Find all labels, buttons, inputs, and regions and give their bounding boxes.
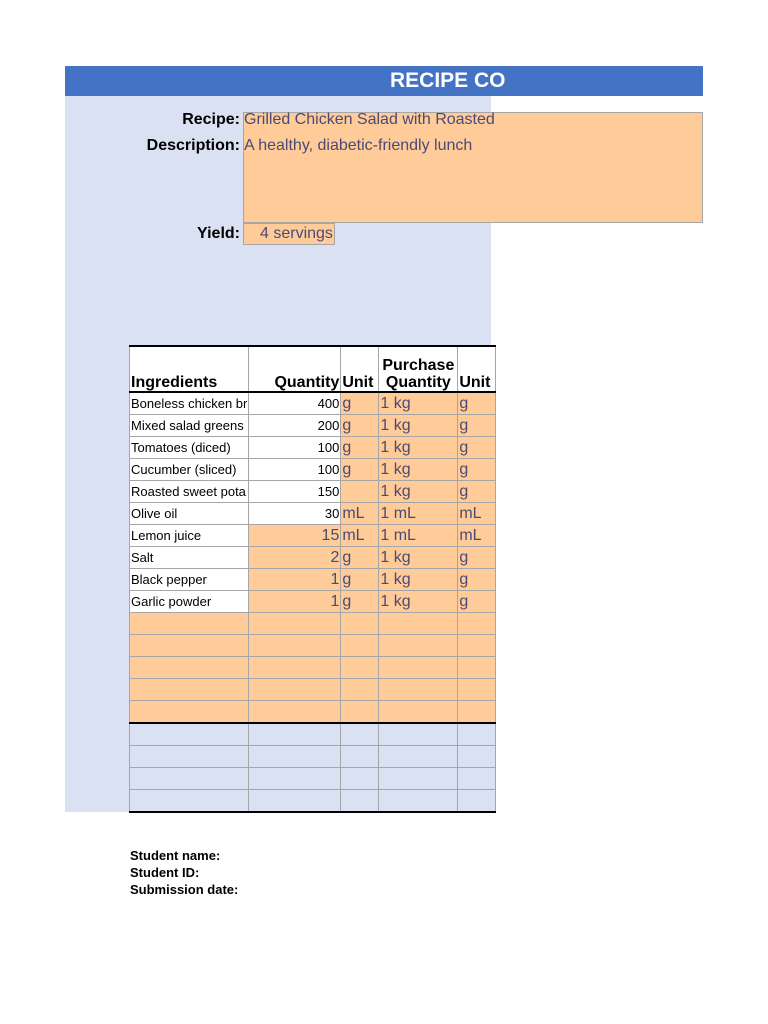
purchase-quantity-cell[interactable]: 1 kg (379, 481, 458, 503)
empty-cell[interactable] (249, 613, 341, 635)
recipe-label: Recipe: (182, 111, 240, 128)
header-purchase-line1: Purchase (382, 357, 455, 374)
student-name-label: Student name: (130, 848, 221, 863)
purchase-unit-cell[interactable]: mL (458, 503, 496, 525)
ingredient-cell[interactable]: Garlic powder (130, 591, 249, 613)
summary-cell (249, 723, 341, 746)
purchase-unit-cell[interactable]: g (458, 392, 496, 415)
table-row (130, 569, 496, 591)
quantity-cell[interactable]: 1 (249, 591, 341, 613)
table-row (130, 415, 496, 437)
empty-cell[interactable] (379, 701, 458, 724)
table-row (130, 459, 496, 481)
unit-cell[interactable] (341, 481, 379, 503)
table-header-row (130, 346, 496, 392)
purchase-quantity-cell[interactable]: 1 mL (379, 503, 458, 525)
empty-cell[interactable] (379, 613, 458, 635)
ingredient-cell[interactable]: Mixed salad greens (130, 415, 249, 437)
quantity-cell[interactable]: 200 (249, 415, 341, 437)
ingredient-cell[interactable]: Tomatoes (diced) (130, 437, 249, 459)
empty-cell[interactable] (379, 635, 458, 657)
empty-cell[interactable] (249, 701, 341, 724)
unit-cell[interactable]: g (341, 392, 379, 415)
table-row (130, 437, 496, 459)
purchase-quantity-cell[interactable]: 1 kg (379, 569, 458, 591)
summary-cell (379, 790, 458, 813)
ingredient-cell[interactable]: Boneless chicken br (130, 392, 249, 415)
empty-cell[interactable] (130, 679, 249, 701)
ingredient-cell[interactable]: Cucumber (sliced) (130, 459, 249, 481)
empty-cell[interactable] (341, 613, 379, 635)
description-field[interactable]: A healthy, diabetic-friendly lunch (244, 137, 473, 154)
ingredient-cell[interactable]: Roasted sweet pota (130, 481, 249, 503)
ingredient-cell[interactable]: Olive oil (130, 503, 249, 525)
summary-cell (249, 746, 341, 768)
header-purchase-line2: Quantity (385, 374, 451, 391)
summary-row (130, 723, 496, 746)
purchase-unit-cell[interactable]: g (458, 481, 496, 503)
purchase-unit-cell[interactable]: g (458, 591, 496, 613)
purchase-quantity-cell[interactable]: 1 kg (379, 591, 458, 613)
empty-row (130, 701, 496, 724)
unit-cell[interactable]: g (341, 591, 379, 613)
header-unit: Unit (341, 346, 379, 392)
purchase-quantity-cell[interactable]: 1 kg (379, 415, 458, 437)
quantity-cell[interactable]: 100 (249, 437, 341, 459)
table-row (130, 481, 496, 503)
summary-cell (130, 723, 249, 746)
summary-row (130, 790, 496, 813)
unit-cell[interactable]: g (341, 569, 379, 591)
header-bar (65, 66, 703, 96)
empty-cell[interactable] (458, 701, 496, 724)
empty-cell[interactable] (130, 701, 249, 724)
empty-cell[interactable] (379, 679, 458, 701)
quantity-cell[interactable]: 400 (249, 392, 341, 415)
page-title: RECIPE CO (390, 69, 506, 92)
ingredients-table (129, 345, 496, 813)
summary-cell (341, 723, 379, 746)
empty-row (130, 679, 496, 701)
table-row (130, 525, 496, 547)
empty-row (130, 635, 496, 657)
summary-cell (379, 723, 458, 746)
purchase-unit-cell[interactable]: g (458, 459, 496, 481)
unit-cell[interactable]: mL (341, 503, 379, 525)
purchase-quantity-cell[interactable]: 1 kg (379, 459, 458, 481)
empty-row (130, 657, 496, 679)
ingredient-cell[interactable]: Lemon juice (130, 525, 249, 547)
purchase-quantity-cell[interactable]: 1 mL (379, 525, 458, 547)
summary-cell (379, 768, 458, 790)
quantity-cell[interactable]: 2 (249, 547, 341, 569)
summary-cell (458, 746, 496, 768)
empty-row (130, 613, 496, 635)
summary-cell (249, 790, 341, 813)
table-row (130, 547, 496, 569)
unit-cell[interactable]: g (341, 415, 379, 437)
quantity-cell[interactable]: 1 (249, 569, 341, 591)
summary-cell (130, 790, 249, 813)
summary-cell (341, 790, 379, 813)
submission-date-label: Submission date: (130, 882, 239, 897)
empty-cell[interactable] (341, 635, 379, 657)
header-purchase-quantity (379, 346, 458, 392)
empty-cell[interactable] (341, 701, 379, 724)
empty-cell[interactable] (341, 657, 379, 679)
purchase-unit-cell[interactable]: g (458, 569, 496, 591)
table-row (130, 503, 496, 525)
empty-cell[interactable] (130, 613, 249, 635)
purchase-unit-cell[interactable]: mL (458, 525, 496, 547)
summary-cell (249, 768, 341, 790)
unit-cell[interactable]: g (341, 437, 379, 459)
table-row (130, 591, 496, 613)
quantity-cell[interactable]: 15 (249, 525, 341, 547)
empty-cell[interactable] (458, 635, 496, 657)
empty-cell[interactable] (130, 657, 249, 679)
empty-cell[interactable] (379, 657, 458, 679)
purchase-unit-cell[interactable]: g (458, 437, 496, 459)
summary-cell (458, 723, 496, 746)
unit-cell[interactable]: g (341, 459, 379, 481)
purchase-unit-cell[interactable]: g (458, 415, 496, 437)
description-label: Description: (146, 137, 240, 154)
unit-cell[interactable]: mL (341, 525, 379, 547)
purchase-unit-cell[interactable]: g (458, 547, 496, 569)
table-row (130, 392, 496, 415)
quantity-cell[interactable]: 30 (249, 503, 341, 525)
recipe-name-field[interactable]: Grilled Chicken Salad with Roasted (244, 111, 495, 128)
summary-cell (130, 746, 249, 768)
unit-cell[interactable]: g (341, 547, 379, 569)
summary-cell (458, 768, 496, 790)
summary-row (130, 768, 496, 790)
summary-cell (130, 768, 249, 790)
ingredient-cell[interactable]: Black pepper (130, 569, 249, 591)
empty-cell[interactable] (249, 635, 341, 657)
empty-cell[interactable] (341, 679, 379, 701)
summary-cell (341, 768, 379, 790)
student-id-label: Student ID: (130, 865, 200, 880)
summary-cell (458, 790, 496, 813)
header-quantity: Quantity (249, 346, 341, 392)
quantity-cell[interactable]: 150 (249, 481, 341, 503)
yield-field[interactable]: 4 servings (243, 223, 335, 245)
empty-cell[interactable] (458, 679, 496, 701)
empty-cell[interactable] (458, 613, 496, 635)
yield-label: Yield: (197, 225, 240, 242)
summary-row (130, 746, 496, 768)
summary-cell (341, 746, 379, 768)
quantity-cell[interactable]: 100 (249, 459, 341, 481)
header-purchase-unit: Unit (458, 346, 496, 392)
summary-cell (379, 746, 458, 768)
empty-cell[interactable] (130, 635, 249, 657)
purchase-quantity-cell[interactable]: 1 kg (379, 547, 458, 569)
empty-cell[interactable] (458, 657, 496, 679)
purchase-quantity-cell[interactable]: 1 kg (379, 392, 458, 415)
purchase-quantity-cell[interactable]: 1 kg (379, 437, 458, 459)
header-ingredients: Ingredients (130, 346, 249, 392)
ingredient-cell[interactable]: Salt (130, 547, 249, 569)
empty-cell[interactable] (249, 657, 341, 679)
empty-cell[interactable] (249, 679, 341, 701)
